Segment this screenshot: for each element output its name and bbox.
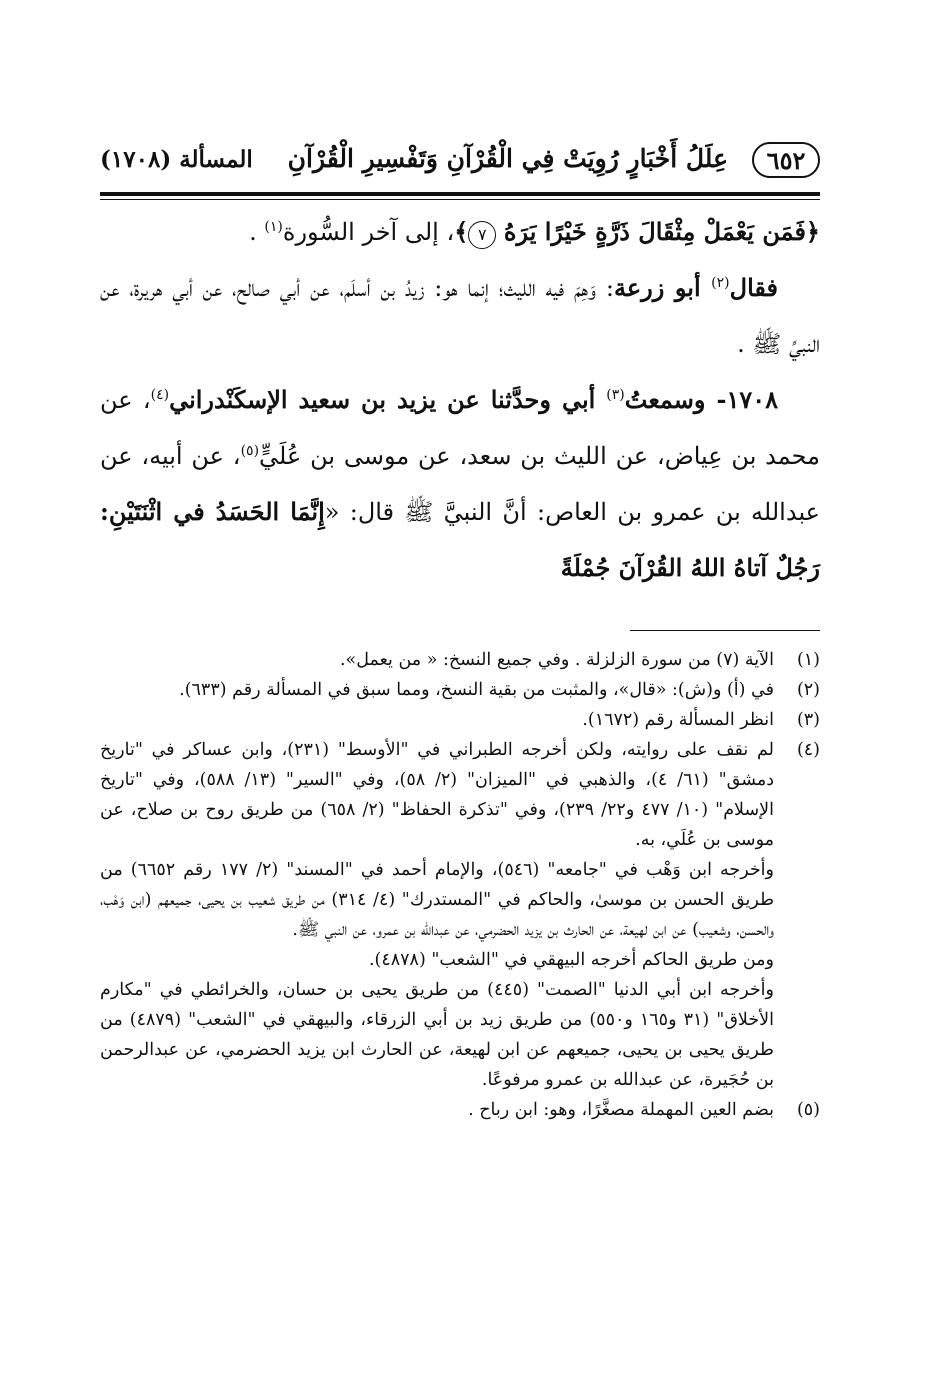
page-number: ٦٥٢ bbox=[752, 142, 820, 178]
footnote bbox=[100, 705, 820, 735]
speaker: فقال bbox=[729, 273, 779, 302]
page-header bbox=[100, 140, 820, 188]
footnote-ref: (١) bbox=[264, 219, 283, 235]
chain-text-bold: أبي وحدَّثنا عن يزيد بن سعيد الإسكَنْدراني bbox=[169, 385, 607, 414]
chain-text: ، عن محمد بن عِياض، عن الليث بن سعد، عن موسى بن عُلَيٍّ bbox=[100, 386, 820, 470]
footnote bbox=[100, 675, 820, 705]
footnote-number: (٤) bbox=[796, 740, 820, 760]
issue-1708-paragraph bbox=[100, 372, 820, 596]
book-title: عِلَلُ أَخْبَارٍ رُوِيَتْ فِي الْقُرْآنِ وَتَفْسِيرِ الْقُرْآنِ bbox=[287, 144, 728, 173]
footnote-text: الآية (٧) من سورة الزلزلة . وفي جميع النسخ: « من يعمل». bbox=[339, 650, 774, 670]
paragraph-text: : وَهِمَ فيه الليث؛ إنما هو: زيدُ بن أسلَم، عن أبي صالح، عن أبي هريرة، عن النبيِّ ﷺ . bbox=[100, 274, 820, 358]
footnote-number: (٥) bbox=[796, 1100, 820, 1120]
footnote bbox=[100, 735, 820, 1095]
scholar-name: أبو زرعة bbox=[613, 273, 712, 302]
chain-text: ، عن أبيه، عن عبدالله بن عمرو بن العاص: أنَّ النبيَّ ﷺ قال: « bbox=[100, 442, 820, 526]
issue-label: المسألة (١٧٠٨) bbox=[100, 146, 253, 173]
footnote bbox=[100, 645, 820, 675]
footnote-ref: (٥) bbox=[240, 443, 260, 459]
book-page bbox=[100, 140, 820, 1125]
issue-number: ١٧٠٨- وسمعتُ bbox=[624, 385, 778, 414]
main-text bbox=[100, 204, 820, 596]
footnote-text: ومن طريق الحاكم أخرجه البيهقي في "الشعب" (٤٨٧٨). bbox=[368, 950, 774, 970]
footnote-text: في (أ) و(ش): «قال»، والمثبت من بقية النسخ، ومما سبق في المسألة رقم (٦٣٣). bbox=[179, 680, 774, 700]
footnote-separator bbox=[630, 630, 820, 631]
header-rule-thin bbox=[100, 199, 820, 200]
footnotes bbox=[100, 645, 820, 1125]
footnote-text: لم نقف على روايته، ولكن أخرجه الطبراني في "الأوسط" (٢٣١)، وابن عساكر في "تاريخ دمشق" (٦١/ ٤)، والذهبي في "الميزان" (٢/ ٥٨)، وفي "السير" (١٣/ ٥٨٨)، وفي "تاريخ الإسلام" (١٠/ ٤٧٧ و٢٢/ ٢٣٩)، وفي "تذكرة الحفاظ" (٢/ ٦٥٨) من طريق روح بن صلاح، عن موسى بن عُلَي، به. bbox=[100, 740, 774, 850]
footnote-ref: (٢) bbox=[711, 275, 730, 291]
footnote-text: وأخرجه ابن أبي الدنيا "الصمت" (٤٤٥) من طريق يحيى بن حسان، والخرائطي في "مكارم الأخلاق" (٣١ و١٦٥ و٥٥٠) من طريق زيد بن أبي الزرقاء، والبيهقي في "الشعب" (٤٨٧٩) من طريق يحيى بن يحيى، جميعهم عن ابن لهيعة، عن الحارث ابن يزيد الحضرمي، عن عبدالرحمن بن حُجَيرة، عن عبدالله بن عمرو مرفوعًا. bbox=[100, 980, 774, 1090]
footnote-text: انظر المسألة رقم (١٦٧٢). bbox=[582, 710, 774, 730]
ayah-number-icon: ٧ bbox=[468, 221, 496, 249]
footnote-text: بضم العين المهملة مصغَّرًا، وهو: ابن رباح . bbox=[468, 1100, 774, 1120]
footnote-number: (١) bbox=[796, 650, 820, 670]
hadith-text: إِنَّمَا الحَسَدُ في اثْنَتَيْنِ: رَجُلٌ آتاهُ اللهُ القُرْآنَ جُمْلَةً bbox=[100, 497, 820, 582]
abu-zurah-paragraph bbox=[100, 260, 820, 372]
quran-verse-paragraph bbox=[100, 204, 820, 260]
footnote bbox=[100, 1095, 820, 1125]
verse-end: . bbox=[249, 218, 265, 246]
verse-tail: ، إلى آخر السُّورة bbox=[282, 218, 455, 246]
footnote-number: (٢) bbox=[796, 680, 820, 700]
quran-verse: ﴿فَمَن يَعْمَلْ مِثْقَالَ ذَرَّةٍ خَيْرًا يَرَهُ bbox=[503, 217, 820, 246]
footnote-text: وأخرجه ابن وَهْب في "جامعه" (٥٤٦)، والإمام أحمد في "المسند" (٢/ ١٧٧ رقم ٦٦٥٢) من طريق الحسن بن موسىٰ، والحاكم في "المستدرك" (٤/ ٣١٤) من طريق شعيب بن يحيى، جميعهم (ابن وَهْب، والحسن، وشعيب) عن ابن لهيعة، عن الحارث بن يزيد الحضرمي، عن عبدالله بن عمرو، عن النبي ﷺ. bbox=[100, 860, 774, 940]
footnote-ref: (٤) bbox=[150, 387, 170, 403]
footnote-number: (٣) bbox=[796, 710, 820, 730]
footnote-ref: (٣) bbox=[606, 387, 625, 403]
header-rule-thick bbox=[100, 192, 820, 196]
quran-close-bracket: ﴾ bbox=[454, 217, 469, 246]
